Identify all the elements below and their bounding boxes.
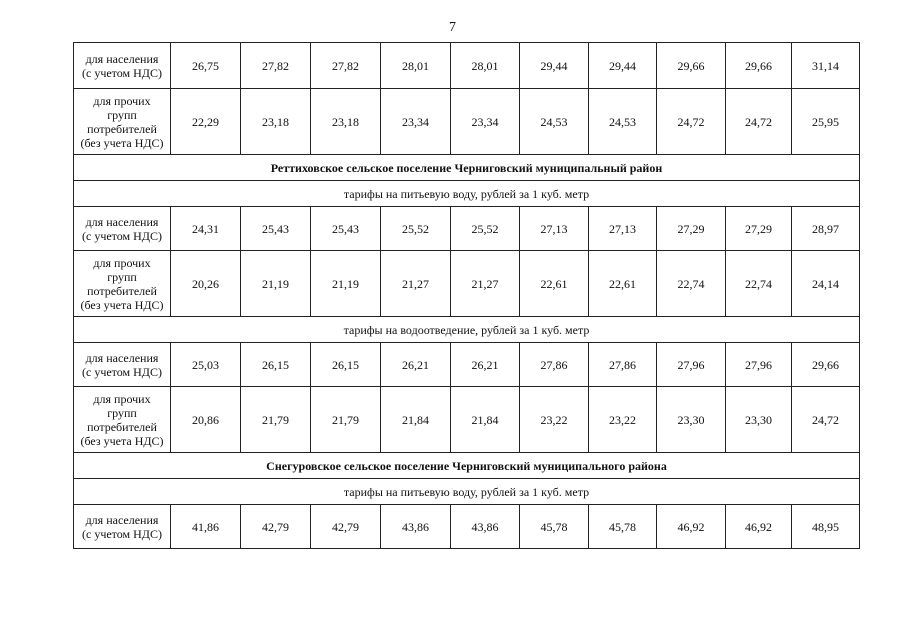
tariff-value-cell: 45,78 xyxy=(520,505,589,549)
tariff-value-cell: 48,95 xyxy=(792,505,860,549)
tariff-value-cell: 21,27 xyxy=(451,251,520,317)
tariff-value-cell: 21,84 xyxy=(381,387,451,453)
tariff-value-cell: 27,86 xyxy=(589,343,657,387)
tariff-table xyxy=(73,42,860,549)
tariff-value-cell: 23,18 xyxy=(311,89,381,155)
tariff-value-cell: 27,29 xyxy=(657,207,726,251)
consumer-group-label: для населения (с учетом НДС) xyxy=(74,505,171,549)
settlement-title: Снегуровское сельское поселение Черниговский муниципального района xyxy=(74,453,860,479)
tariff-value-cell: 22,61 xyxy=(520,251,589,317)
tariff-value-cell: 23,30 xyxy=(657,387,726,453)
tariff-value-cell: 21,84 xyxy=(451,387,520,453)
tariff-value-cell: 26,21 xyxy=(451,343,520,387)
tariff-value-cell: 25,52 xyxy=(451,207,520,251)
tariff-value-cell: 21,27 xyxy=(381,251,451,317)
tariff-value-cell: 43,86 xyxy=(451,505,520,549)
tariff-value-cell: 23,34 xyxy=(381,89,451,155)
tariff-value-cell: 21,79 xyxy=(241,387,311,453)
tariff-value-cell: 27,82 xyxy=(311,43,381,89)
tariff-value-cell: 28,97 xyxy=(792,207,860,251)
tariff-value-cell: 23,34 xyxy=(451,89,520,155)
tariff-row xyxy=(74,343,860,387)
tariff-value-cell: 25,95 xyxy=(792,89,860,155)
consumer-group-label: для прочих групп потребителей (без учета НДС) xyxy=(74,89,171,155)
tariff-value-cell: 42,79 xyxy=(311,505,381,549)
tariff-value-cell: 20,26 xyxy=(171,251,241,317)
tariff-value-cell: 27,29 xyxy=(726,207,792,251)
settlement-title: Реттиховское сельское поселение Черниговский муниципальный район xyxy=(74,155,860,181)
tariff-value-cell: 29,66 xyxy=(792,343,860,387)
tariff-value-cell: 31,14 xyxy=(792,43,860,89)
tariff-type-title: тарифы на водоотведение, рублей за 1 куб. метр xyxy=(74,317,860,343)
consumer-group-label: для населения (с учетом НДС) xyxy=(74,207,171,251)
tariff-value-cell: 41,86 xyxy=(171,505,241,549)
tariff-value-cell: 28,01 xyxy=(381,43,451,89)
tariff-value-cell: 26,15 xyxy=(311,343,381,387)
settlement-header-row xyxy=(74,155,860,181)
tariff-type-row xyxy=(74,317,860,343)
tariff-value-cell: 23,18 xyxy=(241,89,311,155)
tariff-value-cell: 24,53 xyxy=(589,89,657,155)
tariff-value-cell: 22,61 xyxy=(589,251,657,317)
tariff-value-cell: 45,78 xyxy=(589,505,657,549)
tariff-value-cell: 25,43 xyxy=(311,207,381,251)
tariff-value-cell: 26,21 xyxy=(381,343,451,387)
tariff-value-cell: 27,96 xyxy=(657,343,726,387)
tariff-value-cell: 24,31 xyxy=(171,207,241,251)
tariff-value-cell: 29,44 xyxy=(589,43,657,89)
tariff-value-cell: 42,79 xyxy=(241,505,311,549)
tariff-value-cell: 43,86 xyxy=(381,505,451,549)
tariff-row xyxy=(74,207,860,251)
tariff-value-cell: 46,92 xyxy=(657,505,726,549)
tariff-value-cell: 24,72 xyxy=(657,89,726,155)
consumer-group-label: для населения (с учетом НДС) xyxy=(74,43,171,89)
tariff-type-title: тарифы на питьевую воду, рублей за 1 куб. метр xyxy=(74,479,860,505)
settlement-header-row xyxy=(74,453,860,479)
tariff-row xyxy=(74,43,860,89)
tariff-value-cell: 23,22 xyxy=(589,387,657,453)
page-number: 7 xyxy=(449,20,456,35)
tariff-row xyxy=(74,251,860,317)
tariff-value-cell: 26,15 xyxy=(241,343,311,387)
tariff-value-cell: 29,44 xyxy=(520,43,589,89)
tariff-value-cell: 28,01 xyxy=(451,43,520,89)
tariff-type-title: тарифы на питьевую воду, рублей за 1 куб. метр xyxy=(74,181,860,207)
tariff-value-cell: 21,19 xyxy=(241,251,311,317)
tariff-value-cell: 22,29 xyxy=(171,89,241,155)
tariff-value-cell: 24,14 xyxy=(792,251,860,317)
tariff-value-cell: 46,92 xyxy=(726,505,792,549)
consumer-group-label: для прочих групп потребителей (без учета НДС) xyxy=(74,251,171,317)
tariff-value-cell: 27,86 xyxy=(520,343,589,387)
consumer-group-label: для населения (с учетом НДС) xyxy=(74,343,171,387)
tariff-value-cell: 22,74 xyxy=(726,251,792,317)
tariff-value-cell: 24,72 xyxy=(792,387,860,453)
tariff-value-cell: 24,53 xyxy=(520,89,589,155)
tariff-value-cell: 27,13 xyxy=(589,207,657,251)
tariff-value-cell: 23,22 xyxy=(520,387,589,453)
tariff-value-cell: 20,86 xyxy=(171,387,241,453)
tariff-value-cell: 29,66 xyxy=(726,43,792,89)
tariff-value-cell: 22,74 xyxy=(657,251,726,317)
tariff-row xyxy=(74,387,860,453)
consumer-group-label: для прочих групп потребителей (без учета НДС) xyxy=(74,387,171,453)
tariff-row xyxy=(74,89,860,155)
tariff-value-cell: 23,30 xyxy=(726,387,792,453)
tariff-value-cell: 29,66 xyxy=(657,43,726,89)
tariff-value-cell: 25,52 xyxy=(381,207,451,251)
tariff-value-cell: 26,75 xyxy=(171,43,241,89)
tariff-value-cell: 21,19 xyxy=(311,251,381,317)
tariff-value-cell: 27,13 xyxy=(520,207,589,251)
tariff-value-cell: 25,03 xyxy=(171,343,241,387)
tariff-value-cell: 27,82 xyxy=(241,43,311,89)
tariff-row xyxy=(74,505,860,549)
tariff-value-cell: 24,72 xyxy=(726,89,792,155)
tariff-value-cell: 27,96 xyxy=(726,343,792,387)
tariff-value-cell: 21,79 xyxy=(311,387,381,453)
tariff-type-row xyxy=(74,479,860,505)
tariff-value-cell: 25,43 xyxy=(241,207,311,251)
tariff-type-row xyxy=(74,181,860,207)
